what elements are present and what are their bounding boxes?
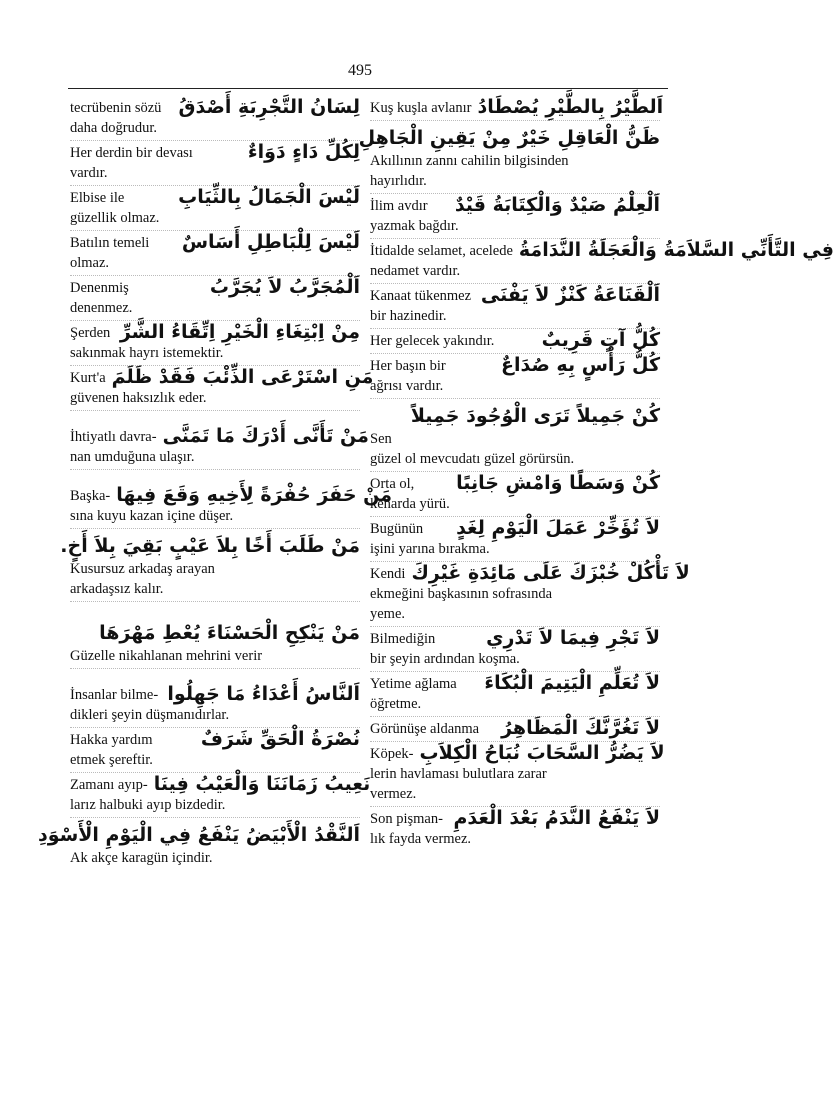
arabic-proverb: نُصْرَةُ الْحَقِّ شَرَفٌ bbox=[200, 728, 360, 750]
page-number: 495 bbox=[348, 62, 372, 79]
spacer bbox=[70, 602, 360, 616]
arabic-proverb: مَنْ يَنْكِحِ الْحَسْنَاءَ يُعْطِ مَهْرَهَا bbox=[99, 622, 360, 644]
proverb-entry bbox=[70, 276, 360, 321]
right-column bbox=[358, 96, 834, 851]
proverb-entry bbox=[70, 96, 360, 141]
turkish-translation-line: İnsanlar bilme- bbox=[70, 687, 159, 703]
turkish-translation-line: Son pişman- bbox=[370, 811, 443, 827]
arabic-proverb: فِي التَّأَنِّي السَّلاَمَةُ وَالْعَجَلَةُ النَّدَامَةُ bbox=[518, 239, 834, 261]
arabic-proverb: اَلْمُجَرَّبُ لاَ يُجَرَّبُ bbox=[209, 276, 360, 298]
arabic-proverb: مَنْ تَأَنَّى أَدْرَكَ مَا تَمَنَّى bbox=[162, 425, 369, 447]
turkish-translation-line: işini yarına bırakma. bbox=[370, 541, 490, 557]
proverb-entry bbox=[370, 807, 660, 851]
turkish-translation-line: etmek şereftir. bbox=[70, 752, 153, 768]
turkish-translation-line: Elbise ile bbox=[70, 190, 125, 206]
turkish-translation-line: Kendi bbox=[370, 566, 406, 582]
turkish-translation-line: Batılın temeli bbox=[70, 235, 150, 251]
arabic-proverb: لَيْسَ لِلْبَاطِلِ أَسَاسٌ bbox=[181, 231, 360, 253]
arabic-proverb: لاَ تَغُرَّنَّكَ الْمَظَاهِرُ bbox=[501, 717, 660, 739]
arabic-proverb: لاَ تَأْكُلْ خُبْزَكَ عَلَى مَائِدَةِ غَيْرِكَ bbox=[411, 562, 690, 584]
proverb-entry bbox=[70, 728, 360, 773]
arabic-proverb: كُلُّ آتٍ قَرِيبٌ bbox=[541, 329, 660, 351]
proverb-entry bbox=[70, 186, 360, 231]
turkish-translation-line: Şerden bbox=[70, 325, 111, 341]
arabic-proverb: اَلنَّقْدُ الْأَبْيَضُ يَنْفَعُ فِي الْيَوْمِ الْأَسْوَدِ bbox=[37, 824, 360, 846]
arabic-proverb: مَنْ طَلَبَ أَخًا بِلاَ عَيْبٍ بَقِيَ بِلاَ أَخٍ. bbox=[60, 535, 360, 557]
turkish-translation-line: bir şeyin ardından koşma. bbox=[370, 651, 520, 667]
turkish-translation-line: sakınmak hayrı istemektir. bbox=[70, 345, 224, 361]
arabic-proverb: اَلطَّيْرُ بِالطَّيْرِ يُصْطَادُ bbox=[477, 96, 664, 118]
turkish-translation-line: Akıllının zannı cahilin bilgisinden bbox=[370, 153, 569, 169]
proverb-entry bbox=[370, 284, 660, 329]
turkish-translation-line: Hakka yardım bbox=[70, 732, 153, 748]
proverb-entry bbox=[370, 354, 660, 399]
proverb-entry bbox=[70, 425, 369, 470]
turkish-translation-line: güzellik olmaz. bbox=[70, 210, 160, 226]
arabic-proverb: اَلنَّاسُ أَعْدَاءُ مَا جَهِلُوا bbox=[167, 683, 360, 705]
proverb-entry bbox=[70, 231, 360, 276]
turkish-translation-line: Köpek- bbox=[370, 746, 414, 762]
spacer bbox=[70, 669, 360, 683]
proverb-entry bbox=[370, 239, 834, 284]
arabic-proverb: لاَ يَنْفَعُ النَّدَمُ بَعْدَ الْعَدَمِ bbox=[453, 807, 660, 829]
turkish-translation-line: Orta ol, bbox=[370, 476, 415, 492]
turkish-translation-line: nan umduğuna ulaşır. bbox=[70, 449, 195, 465]
turkish-translation-line: kenarda yürü. bbox=[370, 496, 450, 512]
turkish-translation-line: tecrübenin sözü bbox=[70, 100, 162, 116]
proverb-entry bbox=[370, 717, 660, 742]
proverb-entry bbox=[370, 399, 660, 472]
arabic-proverb: لاَ تَجْرِ فِيمَا لاَ تَدْرِي bbox=[486, 627, 660, 649]
arabic-proverb: مَنْ حَفَرَ حُفْرَةً لِأَخِيهِ وَقَعَ فِيهَا bbox=[116, 484, 393, 506]
arabic-proverb: نَعِيبُ زَمَانَنَا وَالْعَيْبُ فِينَا bbox=[153, 773, 371, 795]
proverb-entry bbox=[370, 562, 690, 627]
proverb-entry bbox=[70, 366, 374, 411]
arabic-proverb: اَلْعِلْمُ صَيْدٌ وَالْكِتَابَةُ قَيْدٌ bbox=[454, 194, 660, 216]
arabic-proverb: مِنْ اِبْتِغَاءِ الْخَيْرِ اِتِّقَاءُ الشَّرِّ bbox=[119, 321, 360, 343]
turkish-translation-line: sına kuyu kazan içine düşer. bbox=[70, 508, 234, 524]
turkish-translation-line: ağrısı vardır. bbox=[370, 378, 444, 394]
turkish-translation-line: İhtiyatlı davra- bbox=[70, 429, 157, 445]
proverb-entry bbox=[358, 121, 660, 194]
header-rule bbox=[68, 88, 668, 89]
proverb-entry bbox=[370, 672, 660, 717]
proverb-entry bbox=[37, 818, 360, 870]
arabic-proverb: كُنْ جَمِيلاً تَرَى الْوُجُودَ جَمِيلاً bbox=[410, 405, 660, 427]
arabic-proverb: لاَ تُؤَخِّرْ عَمَلَ الْيَوْمِ لِغَدٍ bbox=[456, 517, 660, 539]
turkish-translation-line: dikleri şeyin düşmanıdırlar. bbox=[70, 707, 230, 723]
turkish-translation-line: Yetime ağlama bbox=[370, 676, 457, 692]
arabic-proverb: لِكُلِّ دَاءٍ دَوَاءٌ bbox=[247, 141, 360, 163]
turkish-translation-line: Güzelle nikahlanan mehrini verir bbox=[70, 648, 263, 664]
turkish-translation-line: bir hazinedir. bbox=[370, 308, 447, 324]
arabic-proverb: كُنْ وَسَطًا وَامْشِ جَانِبًا bbox=[456, 472, 660, 494]
turkish-translation-line: öğretme. bbox=[370, 696, 422, 712]
spacer bbox=[70, 411, 360, 425]
proverb-entry bbox=[70, 683, 360, 728]
turkish-translation-line: Her gelecek yakındır. bbox=[370, 333, 495, 349]
turkish-translation-line: yazmak bağdır. bbox=[370, 218, 459, 234]
proverb-entry bbox=[70, 141, 360, 186]
turkish-translation-line: Görünüşe aldanma bbox=[370, 721, 480, 737]
turkish-translation-line: Kurt'a bbox=[70, 370, 106, 386]
turkish-translation-line: Kanaat tükenmez bbox=[370, 288, 472, 304]
turkish-translation-line: daha doğrudur. bbox=[70, 120, 157, 136]
turkish-translation-line: olmaz. bbox=[70, 255, 110, 271]
arabic-proverb: اَلْقَنَاعَةُ كَنْزٌ لاَ يَفْنَى bbox=[480, 284, 660, 306]
turkish-translation-line: Her başın bir bbox=[370, 358, 446, 374]
turkish-translation-line: yeme. bbox=[370, 606, 406, 622]
arabic-proverb: لاَ يَضُرُّ السَّحَابَ نُبَاحُ الْكِلاَبِ bbox=[419, 742, 665, 764]
turkish-translation-line: Kuş kuşla avlanır bbox=[370, 100, 472, 116]
proverb-entry bbox=[370, 517, 660, 562]
turkish-translation-line: Zamanı ayıp- bbox=[70, 777, 148, 793]
arabic-proverb: ظَنُّ الْعَاقِلِ خَيْرٌ مِنْ يَقِينِ الْجَاهِلِ bbox=[358, 127, 660, 149]
turkish-translation-line: lık fayda vermez. bbox=[370, 831, 472, 847]
turkish-translation-line: hayırlıdır. bbox=[370, 173, 427, 189]
turkish-translation-line: Her derdin bir devası bbox=[70, 145, 193, 161]
proverb-entry bbox=[70, 773, 371, 818]
arabic-proverb: كُلُّ رَأْسٍ بِهِ صُدَاعٌ bbox=[500, 354, 660, 376]
turkish-translation-line: vermez. bbox=[370, 786, 417, 802]
proverb-entry bbox=[370, 329, 660, 354]
turkish-translation-line: İlim avdır bbox=[370, 198, 428, 214]
turkish-translation-line: Başka- bbox=[70, 488, 111, 504]
proverb-entry bbox=[370, 472, 660, 517]
turkish-translation-line: nedamet vardır. bbox=[370, 263, 461, 279]
turkish-translation-line: lerin havlaması bulutlara zarar bbox=[370, 766, 547, 782]
spacer bbox=[70, 470, 360, 484]
turkish-translation-line: Bilmediğin bbox=[370, 631, 436, 647]
turkish-translation-line: ekmeğini başkasının sofrasında bbox=[370, 586, 553, 602]
turkish-translation-line: arkadaşsız kalır. bbox=[70, 581, 164, 597]
proverb-entry bbox=[370, 742, 665, 807]
turkish-translation-line: Ak akçe karagün içindir. bbox=[70, 850, 213, 866]
arabic-proverb: مَنِ اسْتَرْعَى الذِّئْبَ فَقَدْ ظَلَمَ bbox=[111, 366, 374, 388]
proverb-entry bbox=[70, 484, 393, 529]
turkish-translation-line: Kusursuz arkadaş arayan bbox=[70, 561, 215, 577]
turkish-translation-line: larız halbuki ayıp bizdedir. bbox=[70, 797, 226, 813]
turkish-translation-line: güvenen haksızlık eder. bbox=[70, 390, 207, 406]
proverb-entry bbox=[70, 321, 360, 366]
turkish-translation-line: denenmez. bbox=[70, 300, 133, 316]
proverb-entry bbox=[370, 627, 660, 672]
arabic-proverb: لِسَانُ التَّجْرِبَةِ أَصْدَقُ bbox=[178, 96, 360, 118]
turkish-translation-line: vardır. bbox=[70, 165, 108, 181]
proverb-entry bbox=[70, 616, 360, 669]
turkish-translation-line: Bugünün bbox=[370, 521, 424, 537]
turkish-translation-line: Denenmiş bbox=[70, 280, 129, 296]
proverb-entry bbox=[370, 194, 660, 239]
turkish-translation-line: Sen bbox=[370, 431, 392, 447]
arabic-proverb: لاَ تُعَلِّمِ الْيَتِيمَ الْبُكَاءَ bbox=[484, 672, 660, 694]
proverb-entry bbox=[370, 96, 664, 121]
turkish-translation-line: güzel ol mevcudatı güzel görürsün. bbox=[370, 451, 575, 467]
turkish-translation-line: İtidalde selamet, acelede bbox=[370, 243, 513, 259]
proverb-entry bbox=[60, 529, 360, 602]
arabic-proverb: لَيْسَ الْجَمَالُ بِالثِّيَابِ bbox=[178, 186, 360, 208]
